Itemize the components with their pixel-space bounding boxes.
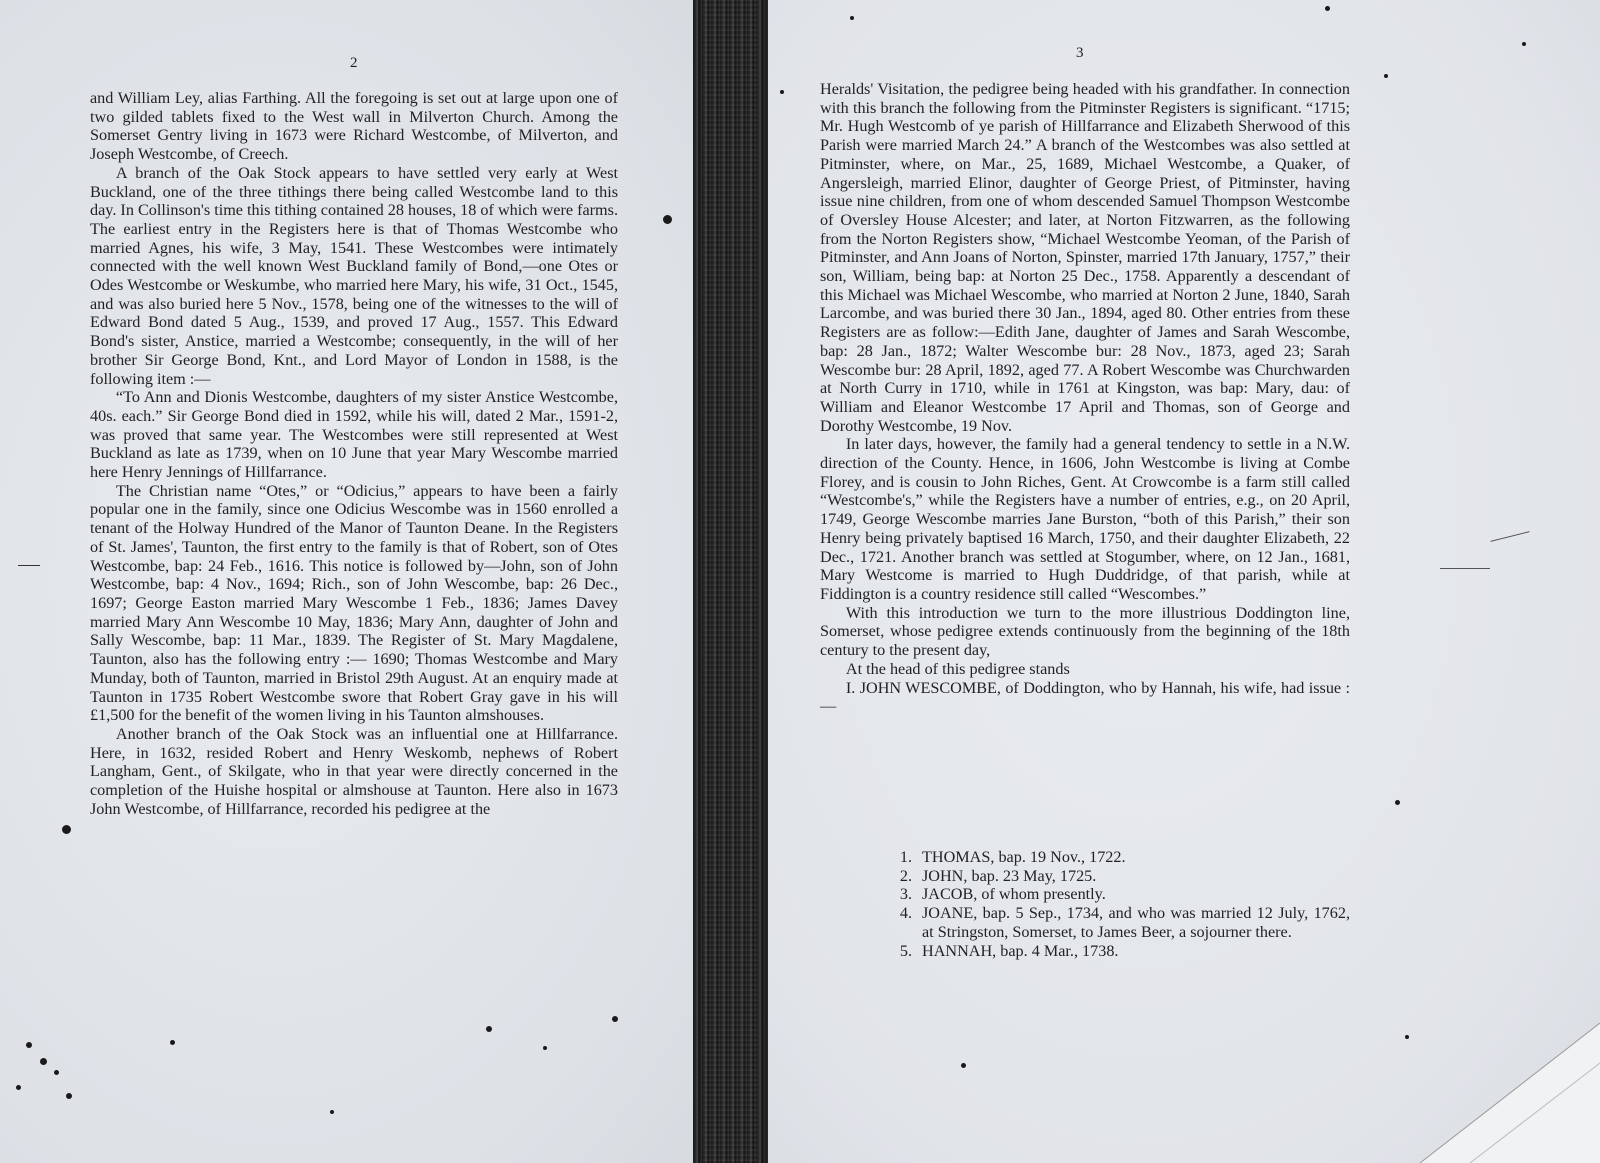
right-page-body bbox=[820, 80, 1350, 716]
issue-name: HANNAH bbox=[922, 941, 993, 960]
issue-name: THOMAS bbox=[922, 848, 991, 866]
right-page bbox=[768, 0, 1600, 1163]
speck bbox=[54, 1070, 59, 1075]
speck bbox=[663, 215, 672, 224]
speck bbox=[850, 16, 854, 20]
speck bbox=[170, 1040, 175, 1045]
issue-detail: , bap. 4 Mar., 1738. bbox=[992, 941, 1119, 960]
paragraph: A branch of the Oak Stock appears to have settled very early at West Buckland, one of the three tithings there being called Westcombe land to this day. In Collinson's time this tithing contained 28 houses, 18 of which were farms. The earliest entry in the Registers here is that of Thomas Westcombe who married Agnes, his wife, 3 May, 1541. These Westcombes were intimately connected with the well known West Buckland family of Bond,—one Otes or Odes Westcombe or Weskumbe, who married here Mary, his wife, 31 Oct., 1545, and was also buried here 5 Nov., 1578, being one of the witnesses to the will of Edward Bond dated 5 Aug., 1539, and proved 17 Aug., 1557. This Edward Bond's sister, Anstice, married a Westcombe; consequently, in the will of her brother Sir George Bond, Knt., and Lord Mayor of London in 1588, is the following item :— bbox=[90, 163, 618, 388]
issue-number: 2. bbox=[899, 866, 912, 885]
page-curl bbox=[1390, 1003, 1600, 1163]
page-number: 3 bbox=[1076, 45, 1084, 61]
speck bbox=[330, 1110, 334, 1114]
speck bbox=[1522, 42, 1526, 46]
speck bbox=[26, 1042, 32, 1048]
speck bbox=[1384, 74, 1388, 78]
book-gutter bbox=[693, 0, 768, 1163]
paragraph: In later days, however, the family had a general tendency to settle in a N.W. direction of the County. Hence, in 1606, John Westcombe is living at Combe Florey, and is cousin to John Riches, Gent. At Crowcombe is a farm still called “Westcombe's,” while the Registers have a number of entries, e.g., on 20 April, 1749, George Wescombe marries Jane Burston, “both of this Parish,” their son Henry being privately baptised 16 March, 1750, and their daughter Elizabeth, 22 Dec., 1721. Another branch was settled at Stogumber, where, on 12 Jan., 1681, Mary Westcome is married to Hugh Duddridge, of that parish, while at Fiddington is a country residence still called “Wescombes.” bbox=[820, 435, 1350, 603]
issue-detail: , of whom presently. bbox=[973, 885, 1106, 904]
issue-number: 5. bbox=[899, 941, 912, 960]
issue-detail: , bap. 23 May, 1725. bbox=[963, 866, 1097, 885]
speck bbox=[612, 1016, 618, 1022]
speck bbox=[780, 90, 784, 94]
issue-detail: , bap. 19 Nov., 1722. bbox=[990, 848, 1126, 866]
margin-mark bbox=[1440, 568, 1490, 569]
issue-name: JOANE bbox=[922, 904, 974, 923]
paragraph: Another branch of the Oak Stock was an influential one at Hillfarrance. Here, in 1632, resided Robert and Henry Weskomb, nephews of Robert Langham, Gent., of Skilgate, who in that year were directly concerned in the completion of the Huishe hospital or almshouse at Taunton. Here also in 1673 John Westcombe, of Hillfarrance, recorded his pedigree at the bbox=[90, 724, 618, 818]
issue-detail: , bap. 5 Sep., 1734, and who was married 12 July, 1762, at Stringston, Somerset, to James Beer, a sojourner there. bbox=[922, 904, 1350, 941]
issue-list bbox=[820, 848, 1350, 960]
issue-text bbox=[922, 867, 1350, 886]
left-page-body bbox=[90, 89, 618, 818]
issue-text bbox=[922, 848, 1350, 867]
issue-list-item bbox=[820, 848, 1350, 867]
issue-number: 4. bbox=[899, 904, 912, 923]
issue-text bbox=[922, 885, 1350, 904]
speck bbox=[543, 1046, 547, 1050]
paragraph: and William Ley, alias Farthing. All the foregoing is set out at large upon one of two gilded tablets fixed to the West wall in Milverton Church. Among the Somerset Gentry living in 1673 were Richard Westcombe, of Milverton, and Joseph Westcombe, of Creech. bbox=[90, 89, 618, 164]
left-page bbox=[0, 0, 693, 1163]
speck bbox=[1405, 1035, 1409, 1039]
paragraph: Heralds' Visitation, the pedigree being headed with his grandfather. In connection with this branch the following from the Pitminster Registers is significant. “1715; Mr. Hugh Westcomb of ye parish of Hillfarrance and Elizabeth Sherwood of this Parish were married March 24.” A branch of the Westcombes was also settled at Pitminster, where, on Mar., 25, 1689, Michael Westcombe, a Quaker, of Angersleigh, married Elinor, daughter of George Priest, of Pitminster, having issue nine children, from one of whom descended Samuel Thompson Westcombe of Oversley House Alcester; and later, at Norton Fitzwarren, as the following from the Norton Registers show, “Michael Westcombe Yeoman, of the Parish of Pitminster, and Ann Joans of Norton, Spinster, married 17th January, 1757,” their son, William, being bap: at Norton 25 Dec., 1758. Apparently a descendant of this Michael was Michael Wescombe, who married at Norton 2 June, 1840, Sarah Larcombe, and was buried there 30 Jan., 1894, aged 80. Other entries from these Registers are as follow:—Edith Jane, daughter of James and Sarah Wescombe, bap: 28 Jan., 1872; Walter Wescombe bur: 28 Nov., 1873, aged 23; Sarah Wescombe bur: 28 April, 1892, aged 77. A Robert Wescombe was Churchwarden at North Curry in 1710, while in 1761 at Kingston, was bap: Mary, dau: of William and Eleanor Westcombe 17 April and Thomas, son of George and Dorothy Westcombe, 19 Nov. bbox=[820, 80, 1350, 435]
page-number: 2 bbox=[350, 55, 358, 71]
paragraph: At the head of this pedigree stands bbox=[845, 659, 1070, 678]
speck bbox=[486, 1026, 492, 1032]
gutter-texture bbox=[703, 0, 758, 1163]
speck bbox=[961, 1063, 966, 1068]
speck bbox=[66, 1093, 72, 1099]
issue-list-item bbox=[820, 885, 1350, 904]
speck bbox=[1325, 6, 1330, 11]
speck bbox=[40, 1058, 47, 1065]
issue-list-item bbox=[820, 867, 1350, 886]
issue-number: 3. bbox=[899, 885, 912, 904]
speck bbox=[16, 1085, 21, 1090]
issue-name: JACOB bbox=[922, 885, 974, 904]
margin-mark bbox=[18, 565, 40, 566]
issue-text bbox=[922, 942, 1350, 961]
issue-list-item bbox=[820, 942, 1350, 961]
issue-number: 1. bbox=[899, 848, 912, 866]
paragraph: The Christian name “Otes,” or “Odicius,” appears to have been a fairly popular one in the family, since one Odicius Wescombe was in 1560 enrolled a tenant of the Holway Hundred of the Manor of Taunton Deane. In the Registers of St. James', Taunton, the first entry to the family is that of Robert, son of Otes Westcombe, bap: 24 Feb., 1616. This notice is followed by—John, son of John Westcombe, bap: 4 Nov., 1694; Rich., son of John Wescombe, bap: 26 Dec., 1697; George Easton married Mary Wescombe 1 Feb., 1836; James Davey married Mary Ann Wescombe 10 May, 1836; Mary Ann, daughter of John and Sally Wescombe, bap: 11 Mar., 1839. The Register of St. Mary Magdalene, Taunton, also has the following entry :— 1690; Thomas Westcombe and Mary Munday, both of Taunton, married in Bristol 29th August. At an enquiry made at Taunton in 1735 Robert Westcombe swore that Robert Gray gave in his will £1,500 for the benefit of the women living in his Taunton almshouses. bbox=[90, 481, 618, 725]
speck bbox=[62, 825, 71, 834]
issue-name: JOHN bbox=[922, 866, 964, 885]
issue-list-item bbox=[820, 904, 1350, 941]
paragraph: With this introduction we turn to the more illustrious Doddington line, Somerset, whose pedigree extends continuously from the beginning of the 18th century to the present day, bbox=[820, 603, 1350, 660]
speck bbox=[1395, 800, 1400, 805]
issue-text bbox=[922, 904, 1350, 941]
paragraph: I. JOHN WESCOMBE, of Doddington, who by Hannah, his wife, had issue :— bbox=[820, 678, 1350, 716]
paragraph: “To Ann and Dionis Westcombe, daughters of my sister Anstice Westcombe, 40s. each.” Sir George Bond died in 1592, while his will, dated 2 Mar., 1591-2, was proved that same year. The Westcombes were still represented at West Buckland as late as 1739, when on 10 June that year Mary Wescombe married here Henry Jennings of Hillfarrance. bbox=[90, 388, 618, 482]
